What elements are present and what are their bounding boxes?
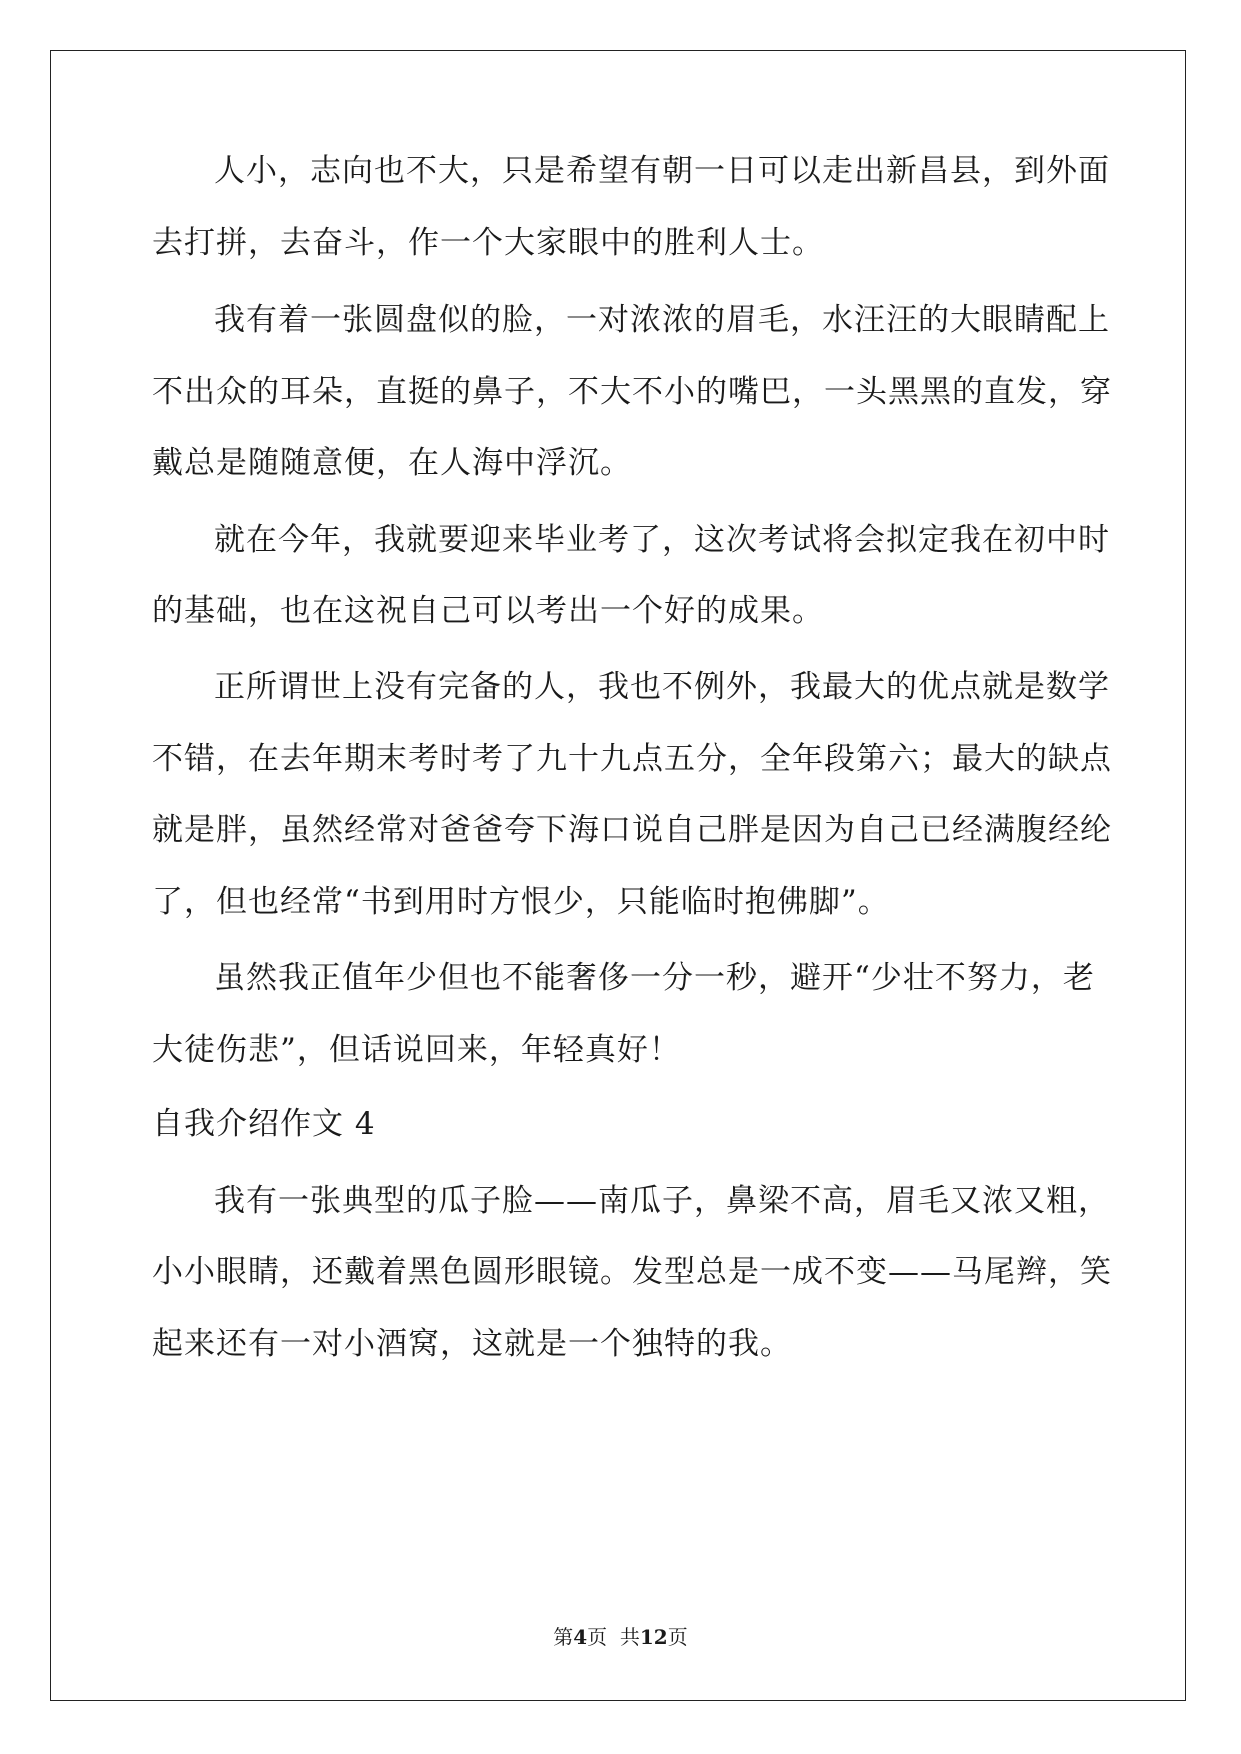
footer-suffix: 页 (667, 1625, 688, 1649)
paragraph-2-line-3: 戴总是随随意便，在人海中浮沉。 (152, 445, 632, 481)
paragraph-6-line-3: 起来还有一对小酒窝，这就是一个独特的我。 (152, 1326, 792, 1362)
paragraph-4-line-2: 不错，在去年期末考时考了九十九点五分，全年段第六；最大的缺点 (152, 741, 1112, 777)
footer-mid: 页 共 (587, 1625, 640, 1649)
paragraph-3-line-2: 的基础，也在这祝自己可以考出一个好的成果。 (152, 593, 824, 629)
paragraph-6-line-2: 小小眼睛，还戴着黑色圆形眼镜。发型总是一成不变——马尾辫，笑 (152, 1254, 1112, 1290)
section-heading: 自我介绍作文 4 (152, 1106, 376, 1142)
paragraph-4-line-1: 正所谓世上没有完备的人，我也不例外，我最大的优点就是数学 (214, 669, 1110, 705)
paragraph-1-line-1: 人小，志向也不大，只是希望有朝一日可以走出新昌县，到外面 (214, 153, 1110, 189)
page-footer (0, 1625, 1241, 1649)
paragraph-2-line-2: 不出众的耳朵，直挺的鼻子，不大不小的嘴巴，一头黑黑的直发，穿 (152, 374, 1112, 410)
paragraph-4-line-4: 了，但也经常“书到用时方恨少，只能临时抱佛脚”。 (152, 884, 890, 920)
paragraph-6-line-1: 我有一张典型的瓜子脸——南瓜子，鼻梁不高，眉毛又浓又粗， (214, 1183, 1110, 1219)
footer-prefix: 第 (553, 1625, 574, 1649)
paragraph-3-line-1: 就在今年，我就要迎来毕业考了，这次考试将会拟定我在初中时 (214, 522, 1110, 558)
paragraph-2-line-1: 我有着一张圆盘似的脸，一对浓浓的眉毛，水汪汪的大眼睛配上 (214, 302, 1110, 338)
paragraph-5-line-2: 大徒伤悲”，但话说回来，年轻真好！ (152, 1032, 681, 1068)
page-border (50, 50, 1186, 1701)
total-page-number: 12 (639, 1625, 668, 1649)
current-page-number: 4 (573, 1625, 588, 1649)
paragraph-5-line-1: 虽然我正值年少但也不能奢侈一分一秒，避开“少壮不努力，老 (214, 960, 1095, 996)
paragraph-1-line-2: 去打拼，去奋斗，作一个大家眼中的胜利人士。 (152, 225, 824, 261)
paragraph-4-line-3: 就是胖，虽然经常对爸爸夸下海口说自己胖是因为自己已经满腹经纶 (152, 812, 1112, 848)
